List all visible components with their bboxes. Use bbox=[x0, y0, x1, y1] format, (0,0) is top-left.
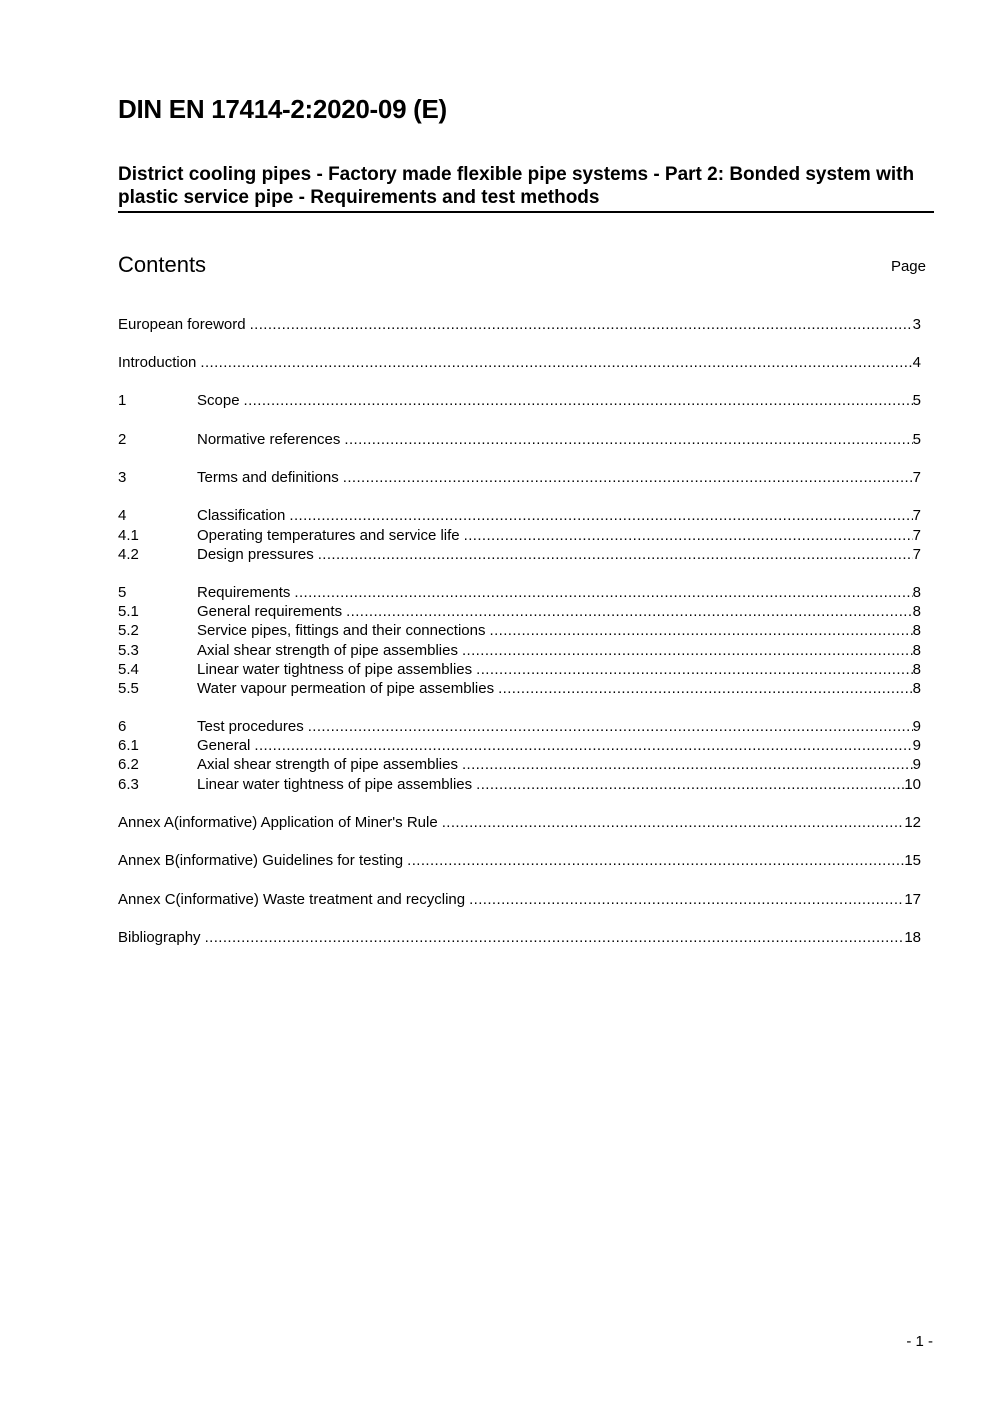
contents-heading: Contents bbox=[118, 252, 207, 277]
toc-entry-4-2[interactable] bbox=[118, 545, 921, 565]
toc-entry-number: 6 bbox=[118, 718, 127, 735]
toc-entry-page: 12 bbox=[904, 814, 921, 831]
toc-entry-number: 5.2 bbox=[118, 622, 139, 639]
toc-entry-title: General bbox=[197, 737, 251, 754]
toc-entry-page: 8 bbox=[912, 603, 921, 620]
toc-leader-dots bbox=[490, 621, 913, 641]
toc-entry-number: 5.4 bbox=[118, 661, 139, 678]
toc-leader-dots bbox=[254, 736, 912, 756]
toc-entry-title: Axial shear strength of pipe assemblies bbox=[197, 756, 458, 773]
toc-entry-page: 7 bbox=[912, 507, 921, 524]
toc-entry-title: Annex A(informative) Application of Miner's Rule bbox=[118, 814, 438, 831]
toc-entry-page: 9 bbox=[912, 718, 921, 735]
toc-entry-number: 5.3 bbox=[118, 642, 139, 659]
toc-entry-title: European foreword bbox=[118, 316, 246, 333]
toc-leader-dots bbox=[462, 755, 913, 775]
toc-entry-title: Annex B(informative) Guidelines for testing bbox=[118, 852, 404, 869]
toc-entry-6[interactable] bbox=[118, 717, 921, 737]
toc-entry-page: 8 bbox=[912, 680, 921, 697]
toc-leader-dots bbox=[462, 641, 913, 661]
toc-entry-number: 5.5 bbox=[118, 680, 139, 697]
toc-entry-page: 7 bbox=[912, 469, 921, 486]
toc-entry-introduction[interactable] bbox=[118, 353, 921, 373]
toc-entry-6-2[interactable] bbox=[118, 755, 921, 775]
toc-entry-number: 3 bbox=[118, 469, 127, 486]
toc-leader-dots bbox=[205, 928, 905, 948]
toc-entry-number: 6.3 bbox=[118, 776, 139, 793]
toc-entry-title: Linear water tightness of pipe assemblies bbox=[197, 776, 473, 793]
toc-entry-title: Bibliography bbox=[118, 929, 201, 946]
toc-entry-title: Requirements bbox=[197, 584, 291, 601]
toc-entry-title: Linear water tightness of pipe assemblies bbox=[197, 661, 473, 678]
toc-entry-title: Introduction bbox=[118, 354, 197, 371]
toc-leader-dots bbox=[250, 315, 913, 335]
toc-entry-title: Normative references bbox=[197, 431, 341, 448]
toc-entry-4-1[interactable] bbox=[118, 526, 921, 546]
toc-entry-5-2[interactable] bbox=[118, 621, 921, 641]
toc-entry-5-3[interactable] bbox=[118, 641, 921, 661]
toc-entry-page: 8 bbox=[912, 642, 921, 659]
toc-leader-dots bbox=[407, 851, 904, 871]
toc-entry-number: 4 bbox=[118, 507, 127, 524]
toc-entry-title: Water vapour permeation of pipe assemblies bbox=[197, 680, 495, 697]
toc-entry-page: 4 bbox=[912, 354, 921, 371]
toc-entry-annex-b[interactable] bbox=[118, 851, 921, 871]
toc-entry-number: 6.2 bbox=[118, 756, 139, 773]
toc-entry-page: 9 bbox=[912, 737, 921, 754]
toc-leader-dots bbox=[244, 391, 913, 411]
toc-entry-number: 4.2 bbox=[118, 546, 139, 563]
toc-leader-dots bbox=[464, 526, 913, 546]
toc-entry-annex-a[interactable] bbox=[118, 813, 921, 833]
toc-entry-title: Annex C(informative) Waste treatment and recycling bbox=[118, 891, 466, 908]
toc-leader-dots bbox=[308, 717, 913, 737]
toc-entry-title: Classification bbox=[197, 507, 286, 524]
toc-entry-2[interactable] bbox=[118, 430, 921, 450]
toc-entry-number: 1 bbox=[118, 392, 127, 409]
toc-entry-5-5[interactable] bbox=[118, 679, 921, 699]
toc-entry-6-1[interactable] bbox=[118, 736, 921, 756]
toc-entry-title: Design pressures bbox=[197, 546, 314, 563]
document-subtitle: District cooling pipes - Factory made flexible pipe systems - Part 2: Bonded system with plastic service pipe - Requirements and test methods bbox=[118, 163, 934, 213]
toc-entry-page: 10 bbox=[904, 776, 921, 793]
toc-entry-page: 9 bbox=[912, 756, 921, 773]
toc-entry-bibliography[interactable] bbox=[118, 928, 921, 948]
toc-leader-dots bbox=[289, 506, 912, 526]
toc-entry-page: 8 bbox=[912, 584, 921, 601]
toc-leader-dots bbox=[344, 430, 912, 450]
toc-entry-annex-c[interactable] bbox=[118, 890, 921, 910]
toc-leader-dots bbox=[343, 468, 913, 488]
toc-entry-5-4[interactable] bbox=[118, 660, 921, 680]
toc-entry-page: 17 bbox=[904, 891, 921, 908]
toc-entry-page: 7 bbox=[912, 527, 921, 544]
toc-entry-title: Scope bbox=[197, 392, 240, 409]
toc-entry-number: 5 bbox=[118, 584, 127, 601]
toc-entry-page: 8 bbox=[912, 622, 921, 639]
toc-leader-dots bbox=[442, 813, 905, 833]
page-column-label: Page bbox=[890, 258, 926, 275]
toc-entry-page: 8 bbox=[912, 661, 921, 678]
toc-leader-dots bbox=[318, 545, 913, 565]
document-id: DIN EN 17414-2:2020-09 (E) bbox=[118, 94, 447, 124]
toc-entry-6-3[interactable] bbox=[118, 775, 921, 795]
toc-entry-5-1[interactable] bbox=[118, 602, 921, 622]
page-number: - 1 - bbox=[906, 1333, 933, 1350]
toc-entry-page: 5 bbox=[912, 392, 921, 409]
toc-entry-4[interactable] bbox=[118, 506, 921, 526]
toc-entry-title: Test procedures bbox=[197, 718, 304, 735]
toc-leader-dots bbox=[476, 660, 913, 680]
toc-entry-number: 5.1 bbox=[118, 603, 139, 620]
toc-entry-number: 6.1 bbox=[118, 737, 139, 754]
toc-entry-title: Terms and definitions bbox=[197, 469, 339, 486]
toc-entry-title: Operating temperatures and service life bbox=[197, 527, 460, 544]
toc-entry-title: Service pipes, fittings and their connections bbox=[197, 622, 486, 639]
toc-entry-title: Axial shear strength of pipe assemblies bbox=[197, 642, 458, 659]
toc-entry-number: 4.1 bbox=[118, 527, 139, 544]
toc-entry-page: 3 bbox=[912, 316, 921, 333]
toc-entry-title: General requirements bbox=[197, 603, 343, 620]
toc-leader-dots bbox=[346, 602, 913, 622]
toc-entry-1[interactable] bbox=[118, 391, 921, 411]
toc-leader-dots bbox=[498, 679, 913, 699]
toc-entry-page: 5 bbox=[912, 431, 921, 448]
toc-entry-number: 2 bbox=[118, 431, 127, 448]
toc-leader-dots bbox=[469, 890, 904, 910]
toc-leader-dots bbox=[294, 583, 912, 603]
toc-entry-page: 15 bbox=[904, 852, 921, 869]
toc-entry-page: 7 bbox=[912, 546, 921, 563]
toc-leader-dots bbox=[200, 353, 912, 373]
toc-entry-3[interactable] bbox=[118, 468, 921, 488]
toc-entry-5[interactable] bbox=[118, 583, 921, 603]
toc-entry-page: 18 bbox=[904, 929, 921, 946]
toc-leader-dots bbox=[476, 775, 904, 795]
toc-entry-european-foreword[interactable] bbox=[118, 315, 921, 335]
